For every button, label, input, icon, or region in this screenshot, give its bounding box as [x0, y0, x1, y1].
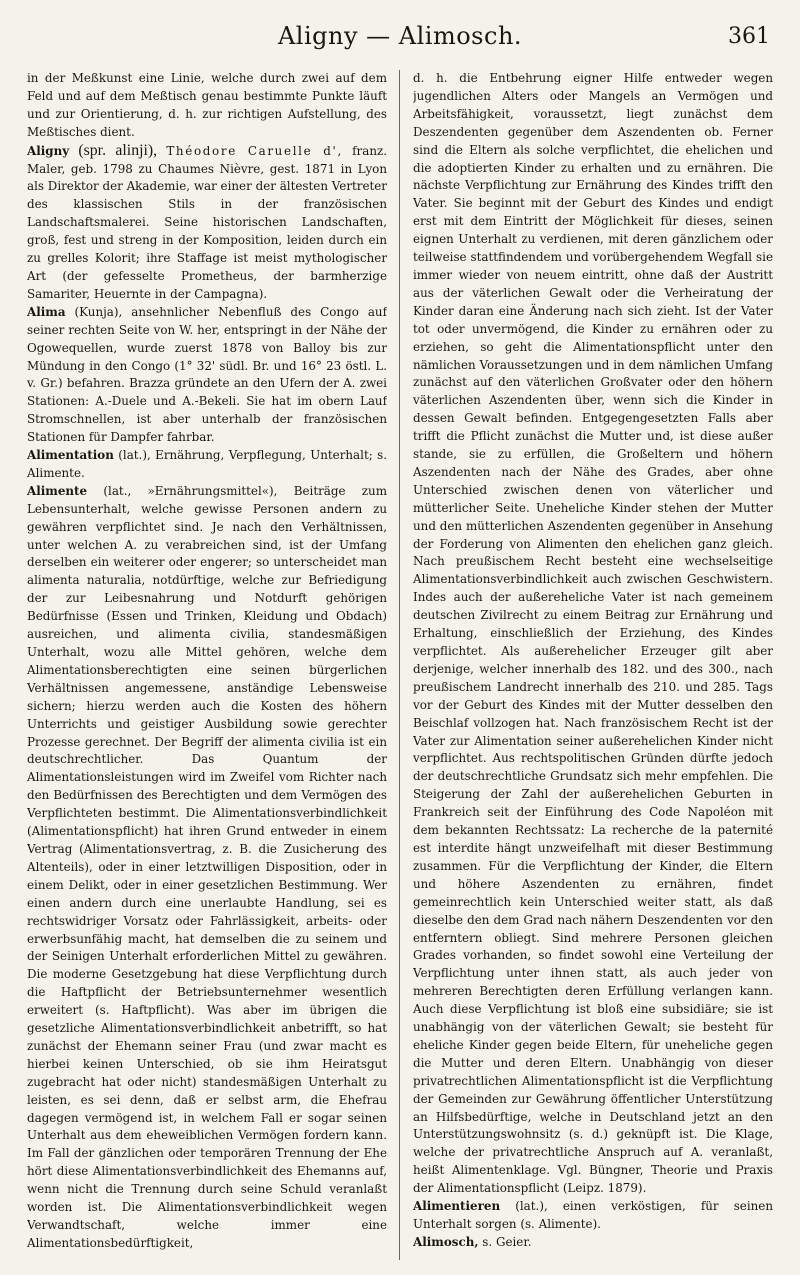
continuation-paragraph: d. h. die Entbehrung eigner Hilfe entweder wegen jugendlichen Alters oder Mangels an Vermögen und Arbeitsfähigkeit, voraussetzt, liegt zunächst dem Deszendenten gegenüber dem Aszendenten ob. Ferner sind die Eltern als solche verpflichtet, die ehelichen und die adoptierten Kinder zu erhalten und zu ernähren. Die nächste Verpflichtung zur Ernährung des Kindes trifft den Vater. Sie beginnt mit der Geburt des Kindes und endigt erst mit dem Eintritt der Möglichkeit für dieses, seinen eignen Unterhalt zu verdienen, mit deren gänzlichem oder teilweise stattfindendem und vorübergehendem Wegfall sie immer wieder von neuem eintritt, ohne daß der Austritt aus der väterlichen Gewalt oder die Verheiratung der Kinder daran eine Änderung nach sich zieht. Ist der Vater tot oder unvermögend, die Kinder zu ernähren oder zu erziehen, so geht die Alimentationspflicht unter den nämlichen Voraussetzungen und in dem nämlichen Umfang zunächst auf den väterlichen Großvater oder den höhern väterlichen Aszendenten über, wenn sich die Kinder in dessen Gewalt befinden. Entgegengesetzten Falls aber trifft die Pflicht zunächst die Mutter und, ist diese außer stande, sie zu erfüllen, die Großeltern und höhern Aszendenten nach der Nähe des Grades, aber ohne Unterschied zwischen denen von väterlicher und mütterlicher Seite. Uneheliche Kinder stehen der Mutter und den mütterlichen Aszendenten gegenüber in Ansehung der Forderung von Alimenten den ehelichen ganz gleich. Nach preußischem Recht besteht eine wechselseitige Alimentationsverbindlichkeit auch zwischen Geschwistern. Indes auch der außereheliche Vater ist nach gemeinem deutschen Zivilrecht zu einem Beitrag zur Ernährung und Erhaltung, einschließlich der Erziehung, des Kindes verpflichtet. Als außerehelicher Erzeuger gilt aber derjenige, welcher innerhalb des 182. und des 300., nach preußischem Landrecht innerhalb des 210. und 285. Tags vor der Geburt des Kindes mit der Mutter desselben den Beischlaf vollzogen hat. Nach französischem Recht ist der Vater zur Alimentation seiner außerehelichen Kinder nicht verpflichtet. Aus rechtspolitischen Gründen dürfte jedoch der deutschrechtliche Grundsatz sich mehr empfehlen. Die Steigerung der Zahl der außerehelichen Geburten in Frankreich seit der Einführung des Code Napoléon mit dem bekannten Rechtssatz: La recherche de la paternité est interdite hängt unzweifelhaft mit dieser Bestimmung zusammen. Für die Verpflichtung der Kinder, die Eltern und höhere Aszendenten zu ernähren, findet gemeinrechtlich kein Unterschied weiter statt, als daß dieselbe den dem Grad nach nähern Deszendenten vor den entferntern obliegt. Sind mehrere Personen gleichen Grades vorhanden, so findet sowohl eine Verteilung der Verpflichtung unter ihnen statt, als auch jeder von mehreren Berechtigten deren Erfüllung verlangen kann. Auch diese Verpflichtung ist bloß eine subsidiäre; sie ist unabhängig von der väterlichen Gewalt; sie besteht für eheliche Kinder gegen beide Eltern, für uneheliche gegen die Mutter und deren Eltern. Unabhängig von dieser privatrechtlichen Alimentationspflicht ist die Verpflichtung der Gemeinden zur Gewährung öffentlicher Unterstützung an Hilfsbedürftige, welche in Deutschland jetzt an den Unterstützungswohnsitz (s. d.) geknüpft ist. Die Klage, welche der privatrechtliche Anspruch auf A. veranlaßt, heißt Alimentenklage. Vgl. Büngner, Theorie und Praxis der Alimentationspflicht (Leipz. 1879).	[413, 71, 773, 1196]
pronunciation: (spr. alinji),	[78, 141, 158, 159]
entry-alima	[27, 304, 387, 447]
continuation-paragraph: in der Meßkunst eine Linie, welche durch zwei auf dem Feld und auf dem Meßtisch genau bestimmte Punkte läuft und zur Orientierung, d. h. zur richtigen Aufstellung, des Meßtisches dient.	[27, 71, 387, 139]
headword: Alimentation	[27, 448, 114, 463]
entry-text: (lat., »Ernährungsmittel«), Beiträge zum Lebensunterhalt, welche gewisse Personen andern zu gewähren verpflichtet sind. Je nach den Verhältnissen, unter welchen A. zu verabreichen sind, ist der Umfang derselben ein weiterer oder engerer; so unterscheidet man alimenta naturalia, notdürftige, welche zur Befriedigung der zur Leibesnahrung und Notdurft gehörigen Bedürfnisse (Essen und Trinken, Kleidung und Obdach) ausreichen, und alimenta civilia, standesmäßigen Unterhalt, wozu alle Mittel gehören, welche dem Alimentationsberechtigten eine seinen bürgerlichen Verhältnissen angemessene, anständige Lebensweise sichern; hierzu werden auch die Kosten des höhern Unterrichts und geistiger Ausbildung sowie gerechter Prozesse gerechnet. Der Begriff der alimenta civilia ist ein deutschrechtlicher. Das Quantum der Alimentationsleistungen wird im Zweifel vom Richter nach den Bedürfnissen des Berechtigten und dem Vermögen des Verpflichteten bestimmt. Die Alimentationsverbindlichkeit (Alimentationspflicht) hat ihren Grund entweder in einem Vertrag (Alimentationsvertrag, z. B. die Zusicherung des Altenteils), oder in einer letztwilligen Disposition, oder in einem Delikt, oder in einer gesetzlichen Bestimmung. Wer einen andern durch eine unerlaubte Handlung, sei es rechtswidriger Vorsatz oder Fahrlässigkeit, arbeits- oder erwerbsunfähig macht, hat demselben die zu seinem und der Seinigen Unterhalt erforderlichen Mittel zu gewähren. Die moderne Gesetzgebung hat diese Verpflichtung durch die Haftpflicht der Betriebsunternehmer wesentlich erweitert (s. Haftpflicht). Was aber im übrigen die gesetzliche Alimentationsverbindlichkeit anbetrifft, so hat zunächst der Ehemann seiner Frau (und zwar macht es hierbei keinen Unterschied, ob sie ihm Heiratsgut zugebracht hat oder nicht) standesmäßigen Unterhalt zu leisten, es sei denn, daß er selbst arm, die Ehefrau dagegen vermögend ist, in welchem Fall er sogar seinen Unterhalt aus dem eheweiblichen Vermögen fordern kann. Im Fall der gänzlichen oder temporären Trennung der Ehe hört diese Alimentationsverbindlichkeit des Ehemanns auf, wenn nicht die Trennung durch seine Schuld veranlaßt worden ist. Die Alimentationsverbindlichkeit wegen Verwandtschaft, welche immer eine Alimentationsbedürftigkeit,	[27, 483, 387, 1250]
entry-alimosch	[413, 1234, 773, 1252]
page-header	[30, 22, 770, 58]
running-title: Aligny — Alimosch.	[277, 22, 523, 50]
page-number: 361	[728, 24, 770, 49]
entry-text: (lat.), einen verköstigen, für seinen Unterhalt sorgen (s. Alimente).	[413, 1199, 773, 1231]
headword: Alimosch,	[413, 1234, 479, 1249]
headword: Alimente	[27, 483, 88, 498]
column-divider	[399, 70, 400, 1260]
left-column	[27, 70, 387, 1265]
entry-text: (lat.), Ernährung, Verpflegung, Unterhalt; s. Alimente.	[27, 448, 387, 480]
headword: Alimentieren	[413, 1199, 501, 1214]
entry-text: (Kunja), ansehnlicher Nebenfluß des Congo auf seiner rechten Seite von W. her, entspringt in der Nähe der Ogowequellen, wurde zuerst 1878 von Balloy bis zur Mündung in den Congo (1° 32' südl. Br. und 16° 23 östl. L. v. Gr.) befahren. Brazza gründete an den Ufern der A. zwei Stationen: A.-Duele und A.-Bekeli. Sie hat im obern Lauf Stromschnellen, ist aber unterhalb der französischen Stationen für Dampfer fahrbar.	[27, 304, 387, 445]
text-columns	[27, 70, 773, 1265]
entry-alimentieren	[413, 1198, 773, 1234]
entry-alimentation	[27, 447, 387, 483]
headword: Aligny	[27, 143, 70, 158]
right-column	[413, 70, 773, 1265]
person-name: Théodore Caruelle d',	[166, 143, 343, 158]
entry-aligny	[27, 142, 387, 304]
headword: Alima	[27, 304, 66, 319]
entry-text: s. Geier.	[482, 1234, 532, 1249]
entry-alimente	[27, 483, 387, 1253]
entry-text: franz. Maler, geb. 1798 zu Chaumes Nièvre, gest. 1871 in Lyon als Direktor der Akademie, war einer der ältesten Vertreter des klassischen Stils in der französischen Landschaftsmalerei. Seine historischen Landschaften, groß, fest und streng in der Komposition, leiden durch ein zu grelles Kolorit; ihre Staffage ist meist mythologischer Art (der gefesselte Prometheus, der barmherzige Samariter, Heuernte in der Campagna).	[27, 143, 387, 301]
